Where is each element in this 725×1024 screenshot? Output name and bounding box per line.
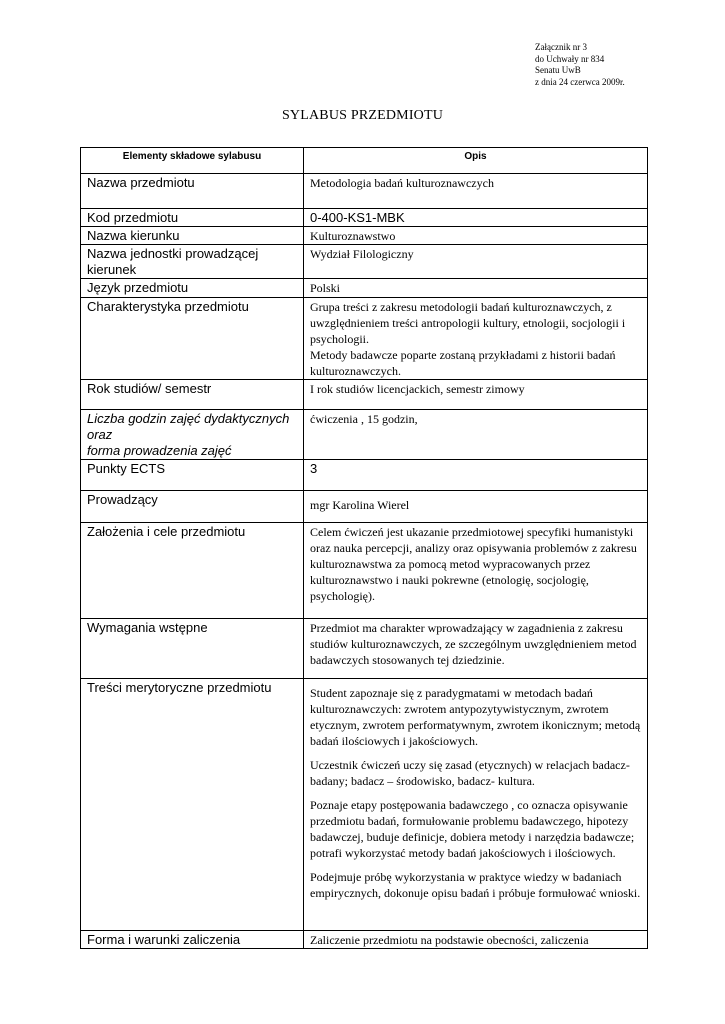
row-value: Metodologia badań kulturoznawczych	[304, 174, 648, 209]
row-value: Przedmiot ma charakter wprowadzający w zagadnienia z zakresu studiów kulturoznawczych, ze szczególnym uwzględnieniem metod badawczych stosowanych tej dziedzinie.	[304, 619, 648, 679]
row-value: 0-400-KS1-MBK	[304, 209, 648, 227]
annex-line: do Uchwały nr 834	[535, 53, 605, 64]
row-label: Treści merytoryczne przedmiotu	[81, 679, 304, 931]
table-row	[81, 380, 648, 410]
annex-line: Załącznik nr 3	[535, 42, 587, 52]
annex-line: z dnia 24 czerwca 2009r.	[535, 76, 625, 87]
row-value: ćwiczenia , 15 godzin,	[304, 410, 648, 460]
table-row	[81, 619, 648, 679]
annex-line: Senatu UwB	[535, 65, 581, 75]
row-label: Nazwa kierunku	[81, 227, 304, 245]
row-value: I rok studiów licencjackich, semestr zimowy	[304, 380, 648, 410]
row-label: Założenia i cele przedmiotu	[81, 523, 304, 619]
row-label: Nazwa przedmiotu	[81, 174, 304, 209]
row-value: mgr Karolina Wierel	[304, 491, 648, 523]
table-row	[81, 931, 648, 949]
row-value: Wydział Filologiczny	[304, 245, 648, 279]
row-value: Celem ćwiczeń jest ukazanie przedmiotowej specyfiki humanistyki oraz nauka percepcji, analizy oraz opisywania problemów z zakresu kulturoznawstwa za pomocą metod wypracowanych przez kulturoznawstwo i nauki pokrewne (etnologię, socjologię, psychologię).	[304, 523, 648, 619]
row-label: Rok studiów/ semestr	[81, 380, 304, 410]
row-label: Wymagania wstępne	[81, 619, 304, 679]
row-value-text: Student zapoznaje się z paradygmatami w metodach badań kulturoznawczych: zwrotem antypozytywistycznym, zwrotem etycznym, zwrotem performatywnym, zwrotem ikonicznym; metodą badań ilościowych i jakościowych.	[310, 686, 641, 748]
row-label: Język przedmiotu	[81, 279, 304, 298]
table-row	[81, 491, 648, 523]
header-right: Opis	[304, 148, 648, 174]
syllabus-table	[80, 147, 648, 949]
table-row	[81, 460, 648, 491]
row-value: Polski	[304, 279, 648, 298]
table-row	[81, 279, 648, 298]
table-row	[81, 298, 648, 380]
table-row	[81, 679, 648, 931]
row-value: Kulturoznawstwo	[304, 227, 648, 245]
row-label: Charakterystyka przedmiotu	[81, 298, 304, 380]
table-row	[81, 227, 648, 245]
table-header-row	[81, 148, 648, 174]
row-value-text: Grupa treści z zakresu metodologii badań kulturoznawczych, z uwzględnieniem treści antropologii kultury, etnologii, socjologii i psychologii.	[310, 300, 626, 346]
annex-note	[535, 42, 625, 88]
row-value-text: Metody badawcze poparte zostaną przykładami z historii badań kulturoznawczych.	[310, 348, 616, 378]
table-row	[81, 245, 648, 279]
row-label-text: Liczba godzin zajęć dydaktycznych oraz	[87, 411, 290, 442]
row-label: Nazwa jednostki prowadzącej kierunek	[81, 245, 304, 279]
table-row	[81, 174, 648, 209]
row-value-text: Podejmuje próbę wykorzystania w praktyce wiedzy w badaniach empirycznych, dokonuje opisu badań i próbuje formułować wnioski.	[310, 870, 641, 900]
row-label: Forma i warunki zaliczenia	[81, 931, 304, 949]
row-value: 3	[304, 460, 648, 491]
row-label-text: forma prowadzenia zajęć	[87, 443, 232, 458]
header-left: Elementy składowe sylabusu	[81, 148, 304, 174]
table-row	[81, 410, 648, 460]
row-label: Kod przedmiotu	[81, 209, 304, 227]
row-value: Zaliczenie przedmiotu na podstawie obecności, zaliczenia	[304, 931, 648, 949]
row-value-text: Poznaje etapy postępowania badawczego , co oznacza opisywanie przedmiotu badań, formułowanie problemu badawczego, hipotezy badawczej, buduje definicje, dobiera metody i narzędzia badawcze; potrafi wykorzystać metody badań jakościowych i ilościowych.	[310, 798, 635, 860]
row-value-text: Uczestnik ćwiczeń uczy się zasad (etycznych) w relacjach badacz-badany; badacz – środowisko, badacz- kultura.	[310, 758, 630, 788]
page-title: SYLABUS PRZEDMIOTU	[281, 108, 444, 123]
row-label	[81, 410, 304, 460]
table-row	[81, 523, 648, 619]
row-label: Prowadzący	[81, 491, 304, 523]
row-value	[304, 679, 648, 931]
table-row	[81, 209, 648, 227]
row-value	[304, 298, 648, 380]
row-label: Punkty ECTS	[81, 460, 304, 491]
